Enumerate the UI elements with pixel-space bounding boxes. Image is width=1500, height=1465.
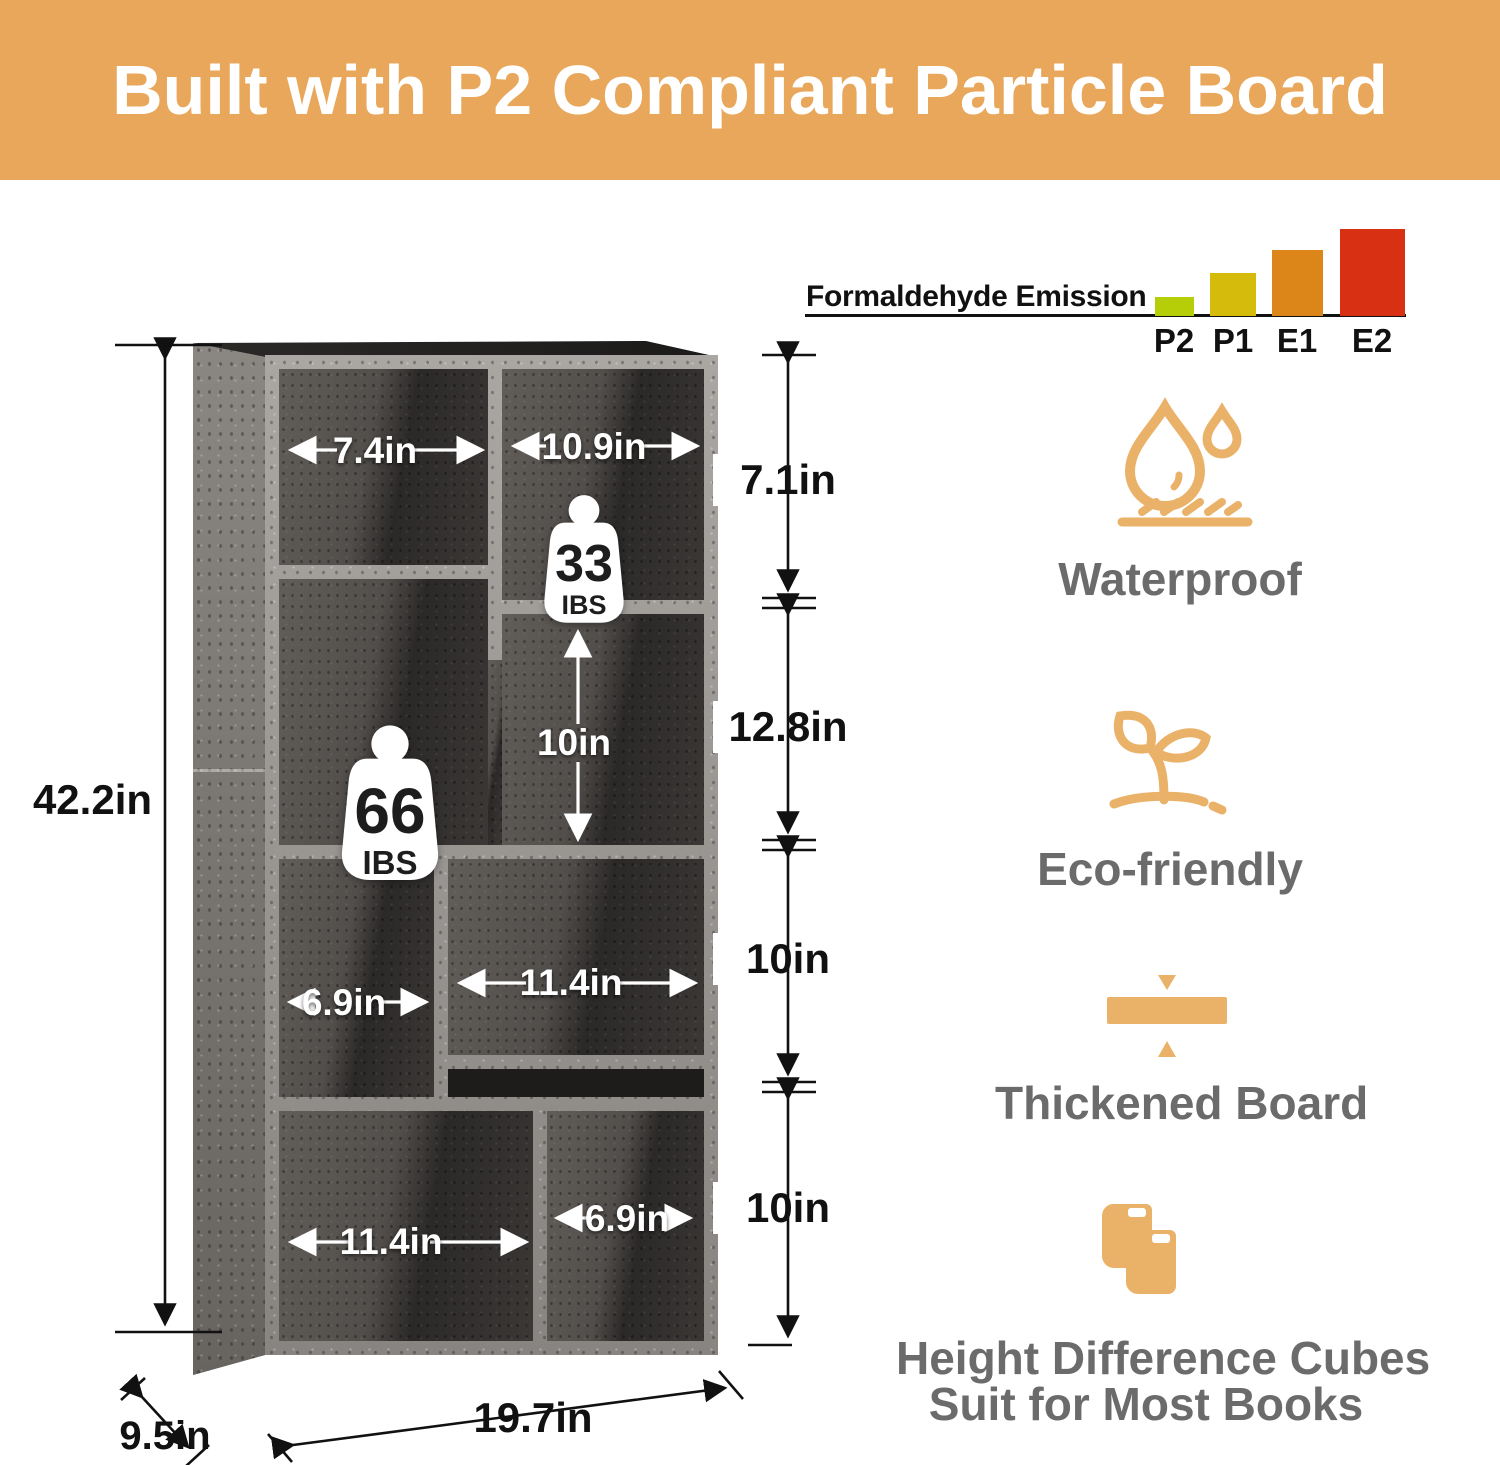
thickened-board-icon — [1107, 975, 1227, 1057]
emission-chart-title: Formaldehyde Emission — [806, 280, 1147, 313]
feature-label-cubes-line1: Height Difference Cubes — [896, 1332, 1431, 1384]
banner — [0, 0, 1500, 180]
dim-segment-4: 10in — [713, 1182, 863, 1234]
emission-bar-label: E1 — [1276, 322, 1318, 359]
cell-row3-left — [279, 859, 434, 1097]
weight-value: 33 — [555, 535, 613, 593]
feature-label-waterproof: Waterproof — [1058, 553, 1302, 605]
cell-row3-right — [448, 859, 704, 1055]
emission-bar-e2 — [1340, 229, 1405, 316]
weight-capacity-33-icon — [528, 494, 640, 626]
dim-row3-left: 6.9in — [301, 982, 387, 1023]
books-icon — [1098, 1200, 1186, 1304]
emission-bar-p1 — [1210, 273, 1256, 316]
weight-unit: IBS — [362, 844, 418, 881]
dim-row4-right: 6.9in — [584, 1198, 670, 1239]
waterproof-icon — [1110, 395, 1260, 535]
dim-middle-height: 10in — [536, 722, 612, 763]
dim-overall-width: 19.7in — [473, 1394, 593, 1441]
dim-row1-right: 10.9in — [541, 426, 647, 467]
dim-segment-1: 7.1in — [713, 454, 863, 506]
shelf-side-seam — [193, 769, 265, 772]
shelf-side-panel — [193, 343, 265, 1375]
feature-label-cubes-line2: Suit for Most Books — [928, 1378, 1364, 1430]
emission-bar-e1 — [1272, 250, 1323, 316]
dim-row4-left: 11.4in — [339, 1221, 443, 1262]
feature-label-thickened-board: Thickened Board — [995, 1077, 1369, 1129]
banner-title: Built with P2 Compliant Particle Board — [112, 51, 1388, 129]
feature-label-eco-friendly: Eco-friendly — [1037, 843, 1303, 895]
dim-segment-3: 10in — [713, 933, 863, 985]
dim-overall-height: 42.2in — [32, 776, 153, 823]
emission-bar-p2 — [1155, 297, 1194, 316]
dim-segment-2: 12.8in — [713, 701, 863, 753]
dim-row1-left: 7.4in — [332, 430, 418, 471]
weight-unit: IBS — [561, 590, 607, 620]
cell-row3-floor-shadow — [448, 1069, 704, 1097]
eco-friendly-icon — [1100, 700, 1230, 820]
emission-bar-label: P2 — [1153, 322, 1195, 359]
weight-capacity-66-icon — [323, 724, 457, 884]
dim-depth: 9.5in — [119, 1414, 211, 1458]
emission-bar-label: P1 — [1212, 322, 1254, 359]
dim-row3-right: 11.4in — [519, 962, 623, 1003]
weight-value: 66 — [354, 775, 426, 847]
emission-bar-label: E2 — [1351, 322, 1393, 359]
